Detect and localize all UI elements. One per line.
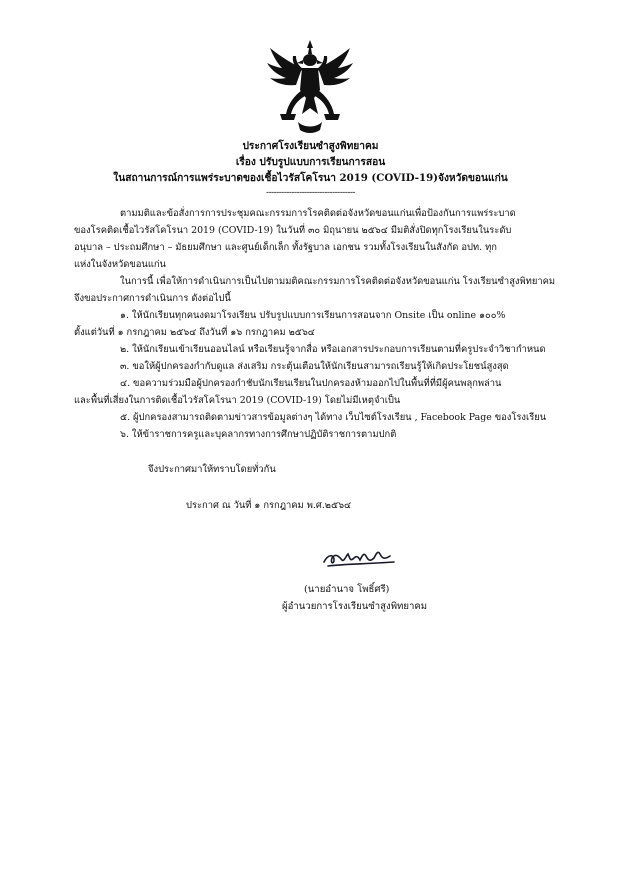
paragraph-2-line-2: จึงขอประกาศการดำเนินการ ดังต่อไปนี้ (74, 293, 231, 304)
paragraph-1-line-2: ของโรคติดเชื้อไวรัสโคโรนา 2019 (COVID-19) ในวันที่ ๓๐ มิถุนายน ๒๕๖๔ มีมติสั่งปิดทุกโรงเรียนในระดับ (74, 225, 512, 236)
item-4-line-1: ๔. ขอความร่วมมือผู้ปกครองกำชับนักเรียนเรียนในปกครองห้ามออกไปในพื้นที่ที่มีผู้คนพลุกพล่าน (120, 378, 502, 389)
item-3: ๓. ขอให้ผู้ปกครองกำกับดูแล ส่งเสริม กระตุ้นเตือนให้นักเรียนสามารถเรียนรู้ให้เกิดประโยชน์สูงสุด (120, 361, 509, 372)
header-situation: ในสถานการณ์การแพร่ระบาดของเชื้อไวรัสโคโรนา 2019 (COVID-19)จังหวัดขอนแก่น (113, 172, 508, 184)
paragraph-2-line-1: ในการนี้ เพื่อให้การดำเนินการเป็นไปตามมติคณะกรรมการโรคติดต่อจังหวัดขอนแก่น โรงเรียนซำสูงพิทยาคม (120, 276, 556, 287)
item-1-line-2: ตั้งแต่วันที่ ๑ กรกฎาคม ๒๕๖๔ ถึงวันที่ ๑๖ กรกฎาคม ๒๕๖๔ (74, 327, 315, 338)
signer-position: ผู้อำนวยการโรงเรียนซำสูงพิทยาคม (282, 601, 428, 612)
header-subject: เรื่อง ปรับรูปแบบการเรียนการสอน (235, 156, 386, 168)
header-school-announcement: ประกาศโรงเรียนซำสูงพิทยาคม (242, 140, 379, 152)
item-6: ๖. ให้ข้าราชการครูและบุคลากรทางการศึกษาปฏิบัติราชการตามปกติ (120, 429, 397, 440)
garuda-emblem-icon (264, 38, 356, 138)
item-1-line-1: ๑. ให้นักเรียนทุกคนงดมาโรงเรียน ปรับรูปแบบการเรียนการสอนจาก Onsite เป็น online ๑๐๐% (120, 310, 506, 321)
closing-statement: จึงประกาศมาให้ทราบโดยทั่วกัน (148, 464, 276, 475)
signature-icon (320, 544, 400, 570)
item-2: ๒. ให้นักเรียนเข้าเรียนออนไลน์ หรือเรียนรู้จากสื่อ หรือเอกสารประกอบการเรียนตามที่ครูประจำวิชากำหนด (120, 344, 546, 355)
item-5: ๕. ผู้ปกครองสามารถติดตามข่าวสารข้อมูลต่างๆ ได้ทาง เว็บไซต์โรงเรียน , Facebook Page ของโรงเรียน (120, 412, 547, 423)
announcement-date: ประกาศ ณ วันที่ ๑ กรกฎาคม พ.ศ.๒๕๖๔ (186, 500, 352, 511)
paragraph-1-line-1: ตามมติและข้อสั่งการการประชุมคณะกรรมการโรคติดต่อจังหวัดขอนแก่นเพื่อป้องกันการแพร่ระบาด (120, 208, 516, 219)
item-4-line-2: และพื้นที่เสี่ยงในการติดเชื้อไวรัสโคโรนา 2019 (COVID-19) โดยไม่มีเหตุจำเป็น (74, 395, 401, 406)
paragraph-1-line-4: แห่งในจังหวัดขอนแก่น (74, 259, 166, 270)
separator-line: ----------------------------------- (266, 188, 355, 198)
signer-name: (นายอำนาจ โพธิ์ศรี) (304, 584, 390, 595)
paragraph-1-line-3: อนุบาล – ประถมศึกษา – มัธยมศึกษา และศูนย์เด็กเล็ก ทั้งรัฐบาล เอกชน รวมทั้งโรงเรียนในสังกัด อปท. ทุก (74, 242, 497, 253)
